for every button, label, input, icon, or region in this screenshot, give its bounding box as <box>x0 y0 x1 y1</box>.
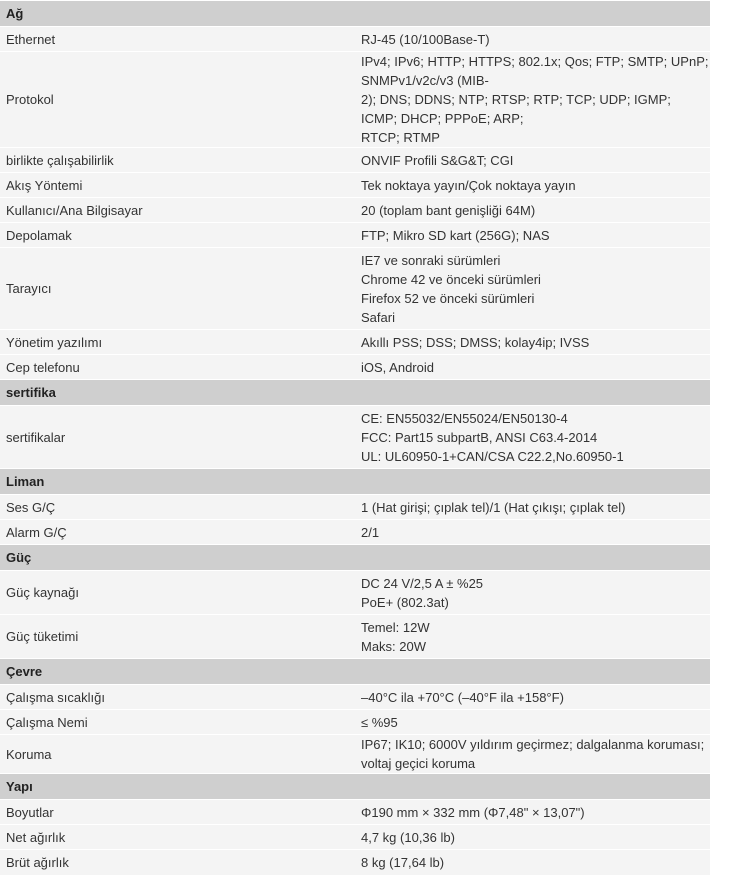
spec-value-line: RTCP; RTMP <box>361 130 440 145</box>
spec-value-line: Akıllı PSS; DSS; DMSS; kolay4ip; IVSS <box>361 334 590 350</box>
spec-label: Protokol <box>0 52 355 148</box>
spec-row <box>0 571 710 615</box>
spec-label: Boyutlar <box>0 800 355 825</box>
spec-row <box>0 27 710 52</box>
section-header <box>0 1 710 27</box>
spec-value-line: PoE+ (802.3at) <box>361 594 449 610</box>
spec-row <box>0 52 710 148</box>
spec-value <box>355 735 710 774</box>
spec-row <box>0 615 710 659</box>
spec-value <box>355 825 710 850</box>
spec-row <box>0 520 710 545</box>
spec-value-line: 2); DNS; DDNS; NTP; RTSP; RTP; TCP; UDP; IGMP; ICMP; DHCP; PPPoE; ARP; <box>361 92 671 126</box>
spec-label: Depolamak <box>0 223 355 248</box>
spec-label: Net ağırlık <box>0 825 355 850</box>
spec-value-line: IPv4; IPv6; HTTP; HTTPS; 802.1x; Qos; FTP; SMTP; UPnP; SNMPv1/v2c/v3 (MIB- <box>361 54 709 88</box>
spec-label: Alarm G/Ç <box>0 520 355 545</box>
spec-label: Güç kaynağı <box>0 571 355 615</box>
spec-value-line: Temel: 12W <box>361 619 430 635</box>
section-title: Liman <box>0 469 710 495</box>
spec-value <box>355 685 710 710</box>
spec-value <box>355 330 710 355</box>
section-header <box>0 380 710 406</box>
spec-value <box>355 520 710 545</box>
spec-value <box>355 800 710 825</box>
section-header <box>0 469 710 495</box>
section-title: Yapı <box>0 774 710 800</box>
spec-value-line: CE: EN55032/EN55024/EN50130-4 <box>361 410 568 426</box>
spec-value <box>355 355 710 380</box>
spec-row <box>0 800 710 825</box>
spec-value-line: 2/1 <box>361 524 380 540</box>
spec-row <box>0 495 710 520</box>
section-title: Çevre <box>0 659 710 685</box>
spec-label: Cep telefonu <box>0 355 355 380</box>
spec-value-line: UL: UL60950-1+CAN/CSA C22.2,No.60950-1 <box>361 448 624 464</box>
spec-value-line: IE7 ve sonraki sürümleri <box>361 252 501 268</box>
spec-value-line: FCC: Part15 subpartB, ANSI C63.4-2014 <box>361 429 598 445</box>
spec-row <box>0 355 710 380</box>
spec-value-line: IP67; IK10; 6000V yıldırım geçirmez; dalgalanma koruması; voltaj geçici koruma <box>361 737 705 771</box>
spec-value-line: DC 24 V/2,5 A ± %25 <box>361 575 484 591</box>
spec-value-line: –40°C ila +70°C (–40°F ila +158°F) <box>361 689 564 705</box>
spec-value <box>355 148 710 173</box>
spec-value-line: iOS, Android <box>361 359 434 375</box>
spec-value <box>355 52 710 148</box>
spec-label: Çalışma Nemi <box>0 710 355 735</box>
spec-value-line: Chrome 42 ve önceki sürümleri <box>361 271 541 287</box>
spec-row <box>0 198 710 223</box>
spec-row <box>0 148 710 173</box>
spec-value <box>355 406 710 469</box>
spec-value <box>355 710 710 735</box>
spec-label: Ses G/Ç <box>0 495 355 520</box>
spec-value-line: Maks: 20W <box>361 638 427 654</box>
spec-label: Güç tüketimi <box>0 615 355 659</box>
spec-label: Tarayıcı <box>0 248 355 330</box>
spec-row <box>0 850 710 875</box>
spec-value-line: 20 (toplam bant genişliği 64M) <box>361 202 536 218</box>
spec-value-line: Safari <box>361 309 395 325</box>
spec-label: Kullanıcı/Ana Bilgisayar <box>0 198 355 223</box>
spec-row <box>0 406 710 469</box>
spec-value-line: ≤ %95 <box>361 714 398 730</box>
section-title: Ağ <box>0 1 710 27</box>
spec-label: Akış Yöntemi <box>0 173 355 198</box>
section-header <box>0 659 710 685</box>
spec-value-line: ONVIF Profili S&G&T; CGI <box>361 152 514 168</box>
spec-value <box>355 615 710 659</box>
spec-row <box>0 330 710 355</box>
spec-value <box>355 27 710 52</box>
spec-value-line: Φ190 mm × 332 mm (Φ7,48" × 13,07") <box>361 804 585 820</box>
spec-label: Yönetim yazılımı <box>0 330 355 355</box>
spec-value-line: 4,7 kg (10,36 lb) <box>361 829 455 845</box>
spec-value-line: FTP; Mikro SD kart (256G); NAS <box>361 227 550 243</box>
spec-row <box>0 735 710 774</box>
section-title: Güç <box>0 545 710 571</box>
section-title: sertifika <box>0 380 710 406</box>
spec-label: Ethernet <box>0 27 355 52</box>
spec-label: Koruma <box>0 735 355 774</box>
spec-value <box>355 495 710 520</box>
spec-value-line: 8 kg (17,64 lb) <box>361 854 445 870</box>
spec-value-line: Tek noktaya yayın/Çok noktaya yayın <box>361 177 576 193</box>
spec-value-line: Firefox 52 ve önceki sürümleri <box>361 290 535 306</box>
section-header <box>0 774 710 800</box>
spec-value <box>355 223 710 248</box>
spec-row <box>0 710 710 735</box>
spec-value <box>355 173 710 198</box>
spec-row <box>0 825 710 850</box>
spec-value <box>355 198 710 223</box>
spec-value-line: RJ-45 (10/100Base-T) <box>361 31 490 47</box>
spec-row <box>0 223 710 248</box>
spec-label: Çalışma sıcaklığı <box>0 685 355 710</box>
spec-label: birlikte çalışabilirlik <box>0 148 355 173</box>
spec-value <box>355 571 710 615</box>
spec-row <box>0 173 710 198</box>
spec-value <box>355 248 710 330</box>
spec-row <box>0 248 710 330</box>
spec-label: sertifikalar <box>0 406 355 469</box>
spec-table-body <box>0 1 710 875</box>
section-header <box>0 545 710 571</box>
spec-value <box>355 850 710 875</box>
spec-label: Brüt ağırlık <box>0 850 355 875</box>
spec-row <box>0 685 710 710</box>
spec-value-line: 1 (Hat girişi; çıplak tel)/1 (Hat çıkışı; çıplak tel) <box>361 499 626 515</box>
